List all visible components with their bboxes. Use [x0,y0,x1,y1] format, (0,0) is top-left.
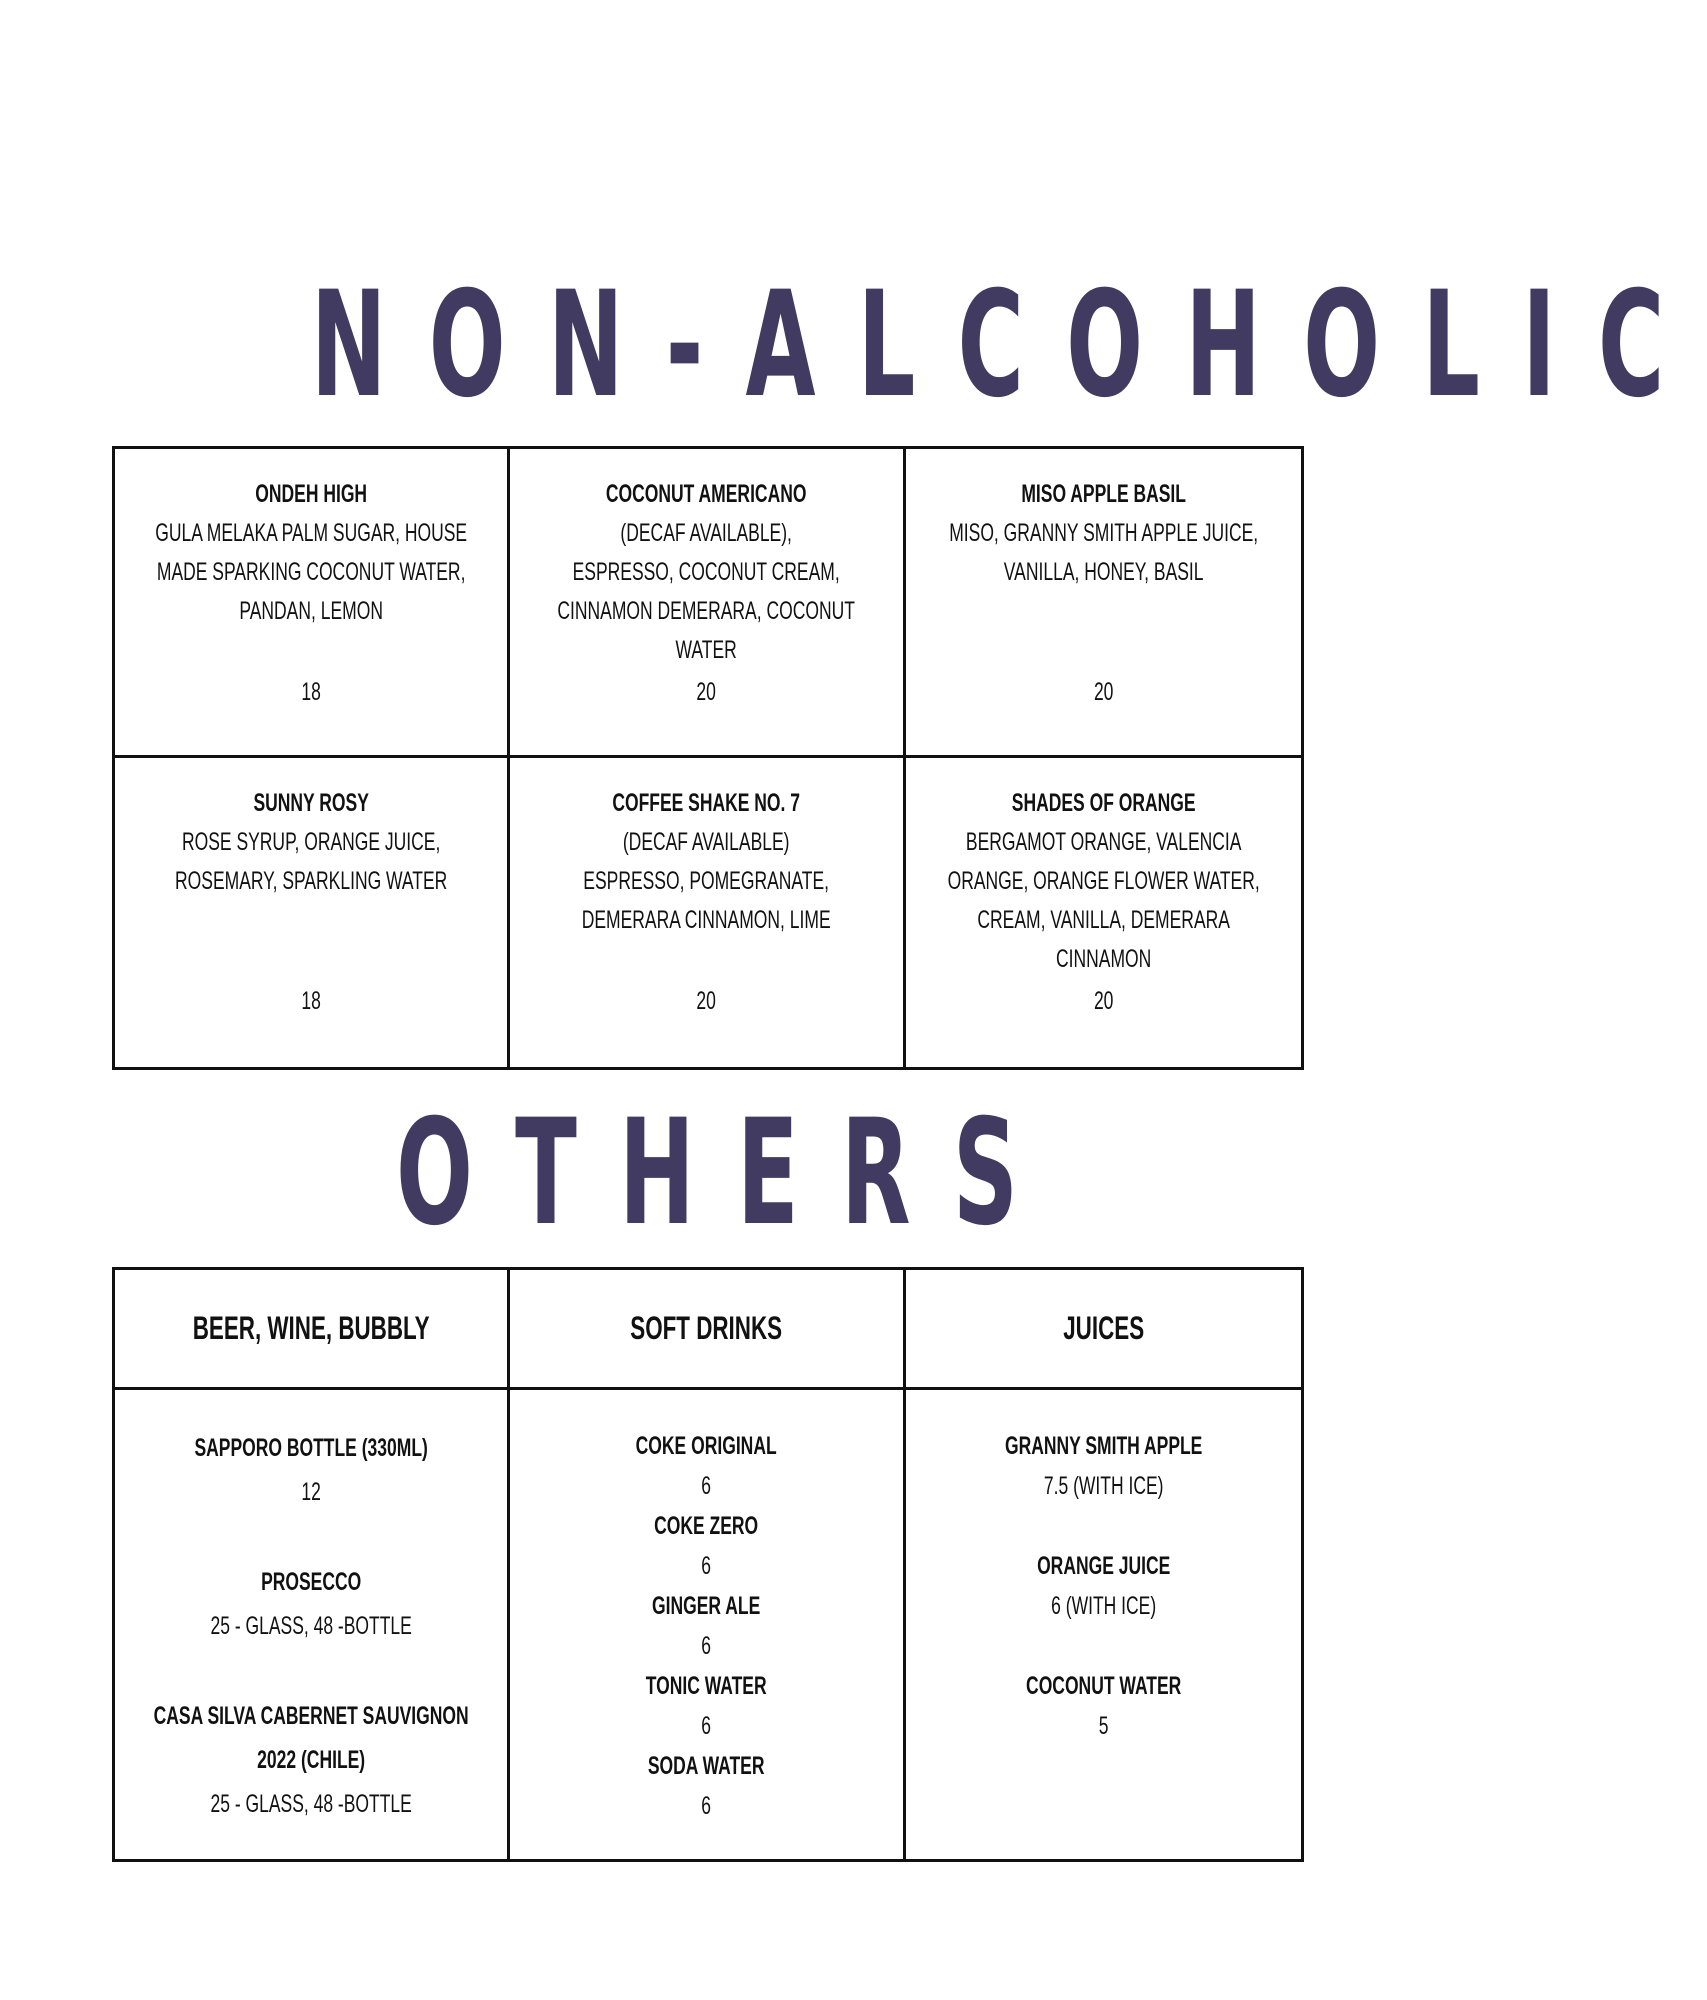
item-name: COCONUT WATER [1025,1672,1181,1700]
item-price: 25 - GLASS, 48 -BOTTLE [210,1790,412,1818]
item-price: 6 [701,1712,712,1740]
item-name: SAPPORO BOTTLE (330ML) [194,1434,428,1462]
drink-description [510,784,902,940]
drink-ingredients-line: ESPRESSO, COCONUT CREAM, [572,558,841,586]
menu-item-miso-apple-basil [906,449,1301,758]
drink-name: COCONUT AMERICANO [606,480,807,508]
item-name: COKE ORIGINAL [635,1432,777,1460]
item-price: 7.5 (WITH ICE) [1043,1472,1164,1500]
item-price: 5 [1098,1712,1109,1740]
category-header-juices [906,1270,1301,1390]
item-price: 25 - GLASS, 48 -BOTTLE [210,1612,412,1640]
drink-ingredients-line: WATER [675,636,738,664]
item-name: PROSECCO [261,1568,362,1596]
drink-name: SHADES OF ORANGE [1011,789,1196,817]
item-name: GRANNY SMITH APPLE [1004,1432,1203,1460]
drink-ingredients-line: ORANGE, ORANGE FLOWER WATER, [947,867,1260,895]
category-header-beer-wine-bubbly [115,1270,510,1390]
drink-description [906,784,1301,979]
menu-item-shades-of-orange [906,758,1301,1067]
drink-description [906,475,1301,592]
item-name: CASA SILVA CABERNET SAUVIGNON [153,1702,469,1730]
drink-ingredients-line: VANILLA, HONEY, BASIL [1003,558,1204,586]
item-name: COKE ZERO [654,1512,759,1540]
drink-description [115,784,507,901]
drink-price: 20 [1093,987,1114,1015]
drink-price: 20 [1093,678,1114,706]
menu-item-coffee-shake-no-7 [510,758,905,1067]
item-name: TONIC WATER [646,1672,767,1700]
category-label: SOFT DRINKS [630,1310,783,1346]
drink-ingredients-line: CINNAMON DEMERARA, COCONUT [557,597,856,625]
drink-price: 18 [301,678,321,706]
drink-ingredients-line: (DECAF AVAILABLE), [620,519,793,547]
drink-ingredients-line: GULA MELAKA PALM SUGAR, HOUSE [155,519,468,547]
drink-ingredients-line: MADE SPARKING COCONUT WATER, [156,558,466,586]
drink-ingredients-line: CREAM, VANILLA, DEMERARA [977,906,1230,934]
item-name: SODA WATER [648,1752,765,1780]
drink-price: 20 [696,678,717,706]
item-price: 6 [701,1552,712,1580]
non-alcoholic-heading: NON-ALCOHOLIC [310,260,1707,430]
menu-item-coconut-americano [510,449,905,758]
item-price: 6 (WITH ICE) [1050,1592,1156,1620]
beer-wine-bubbly-list [115,1390,510,1859]
drink-ingredients-line: ROSEMARY, SPARKLING WATER [175,867,448,895]
drink-ingredients-line: ESPRESSO, POMEGRANATE, [583,867,830,895]
item-price: 6 [701,1472,712,1500]
item-name: 2022 (CHILE) [257,1746,366,1774]
drink-price: 18 [301,987,321,1015]
category-label: BEER, WINE, BUBBLY [192,1310,430,1346]
item-price: 6 [701,1632,712,1660]
category-label: JUICES [1062,1310,1144,1346]
item-price: 6 [701,1792,712,1820]
drink-description [510,475,902,670]
drink-ingredients-line: BERGAMOT ORANGE, VALENCIA [965,828,1242,856]
menu-item-ondeh-high [115,449,510,758]
drink-name: SUNNY ROSY [253,789,369,817]
drink-name: MISO APPLE BASIL [1021,480,1186,508]
drink-ingredients-line: MISO, GRANNY SMITH APPLE JUICE, [948,519,1258,547]
drink-price: 20 [696,987,717,1015]
drink-ingredients-line: DEMERARA CINNAMON, LIME [582,906,831,934]
soft-drinks-list [510,1390,905,1859]
category-header-soft-drinks [510,1270,905,1390]
non-alcoholic-menu-grid [112,446,1304,1070]
others-heading: OTHERS [396,1088,1061,1258]
drink-ingredients-line: PANDAN, LEMON [239,597,383,625]
item-name: ORANGE JUICE [1036,1552,1170,1580]
drink-name: ONDEH HIGH [255,480,368,508]
drink-name: COFFEE SHAKE NO. 7 [612,789,801,817]
drink-ingredients-line: ROSE SYRUP, ORANGE JUICE, [181,828,441,856]
drink-ingredients-line: (DECAF AVAILABLE) [623,828,790,856]
drink-ingredients-line: CINNAMON [1055,945,1151,973]
menu-item-sunny-rosy [115,758,510,1067]
item-price: 12 [301,1478,321,1506]
item-name: GINGER ALE [652,1592,761,1620]
others-menu-grid [112,1267,1304,1862]
juices-list [906,1390,1301,1859]
drink-description [115,475,507,631]
